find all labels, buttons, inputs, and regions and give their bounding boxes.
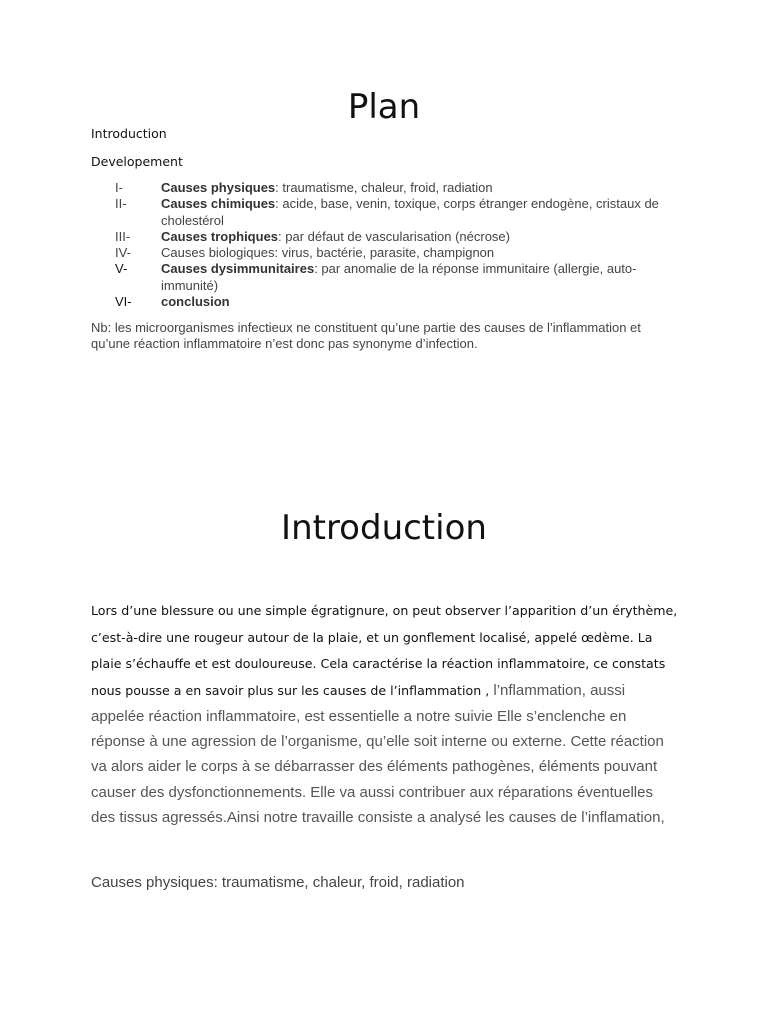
outline-item [91,229,677,245]
introduction-paragraph-rest: l’nflammation, aussi appelée réaction inflammatoire, est essentielle a notre suivie Elle s’enclenche en réponse à une agression de l’organisme, qu’elle soit interne ou externe. Cette réaction va alors aider le corps à se débarrasser des éléments pathogènes, éléments pouvant causer des dysfonctionnements. Elle va aussi contribuer aux réparations éventuelles des tissus agressés.Ainsi notre travaille consiste a analysé les causes de l’inflamation, [91,681,665,826]
outline-bold: Causes dysimmunitaires [161,261,315,277]
outline-bold: Causes physiques [161,180,276,195]
outline-number: V- [115,261,128,277]
outline-item [91,196,677,229]
outline-rest: : par anomalie de la réponse immunitaire (allergie, auto-immunité) [161,261,637,293]
outline-text [161,261,677,294]
outline-text [161,180,677,196]
outline-item [91,261,677,294]
outline-bold: Causes chimiques [161,196,276,212]
plan-developement-label: Developement [91,154,183,169]
outline-number: III- [115,228,131,244]
outline-text [161,245,677,261]
causes-physiques-line: Causes physiques: traumatisme, chaleur, froid, radiation [91,874,465,891]
outline-item [91,180,677,196]
outline-rest: : acide, base, venin, toxique, corps étranger endogène, cristaux de cholestérol [161,196,659,228]
outline-bold: Causes trophiques [161,228,279,244]
outline-text [161,196,677,229]
outline-rest: Causes biologiques: virus, bactérie, parasite, champignon [161,245,495,261]
outline-number: VI- [115,294,132,310]
outline-rest: : par défaut de vascularisation (nécrose) [278,228,510,244]
outline-rest: : traumatisme, chaleur, froid, radiation [275,180,493,195]
outline-item [91,294,677,310]
outline-item [91,245,677,261]
plan-outline [91,180,677,310]
outline-number: I- [115,180,123,195]
outline-text [161,294,677,310]
outline-number: II- [115,196,127,212]
outline-number: IV- [115,245,131,261]
introduction-paragraph-first: Lors d’une blessure ou une simple égratignure, on peut observer l’apparition d’un érythème, c’est-à-dire une rougeur autour de la plaie, et un gonflement localisé, appelé œdème. La plaie s’échauffe et est douloureuse. Cela caractérise la réaction inflammatoire, ce constats nous pousse a en savoir plus sur les causes de l’inflammation , [91,603,678,698]
plan-title: Plan [347,87,421,127]
outline-bold: conclusion [161,294,230,310]
plan-note: Nb: les microorganismes infectieux ne constituent qu’une partie des causes de l’inflammation et qu’une réaction inflammatoire n’est donc pas synonyme d’infection. [91,320,641,352]
introduction-title: Introduction [281,508,487,548]
plan-introduction-label: Introduction [91,126,167,141]
introduction-paragraph [91,598,679,830]
outline-text [161,229,677,245]
